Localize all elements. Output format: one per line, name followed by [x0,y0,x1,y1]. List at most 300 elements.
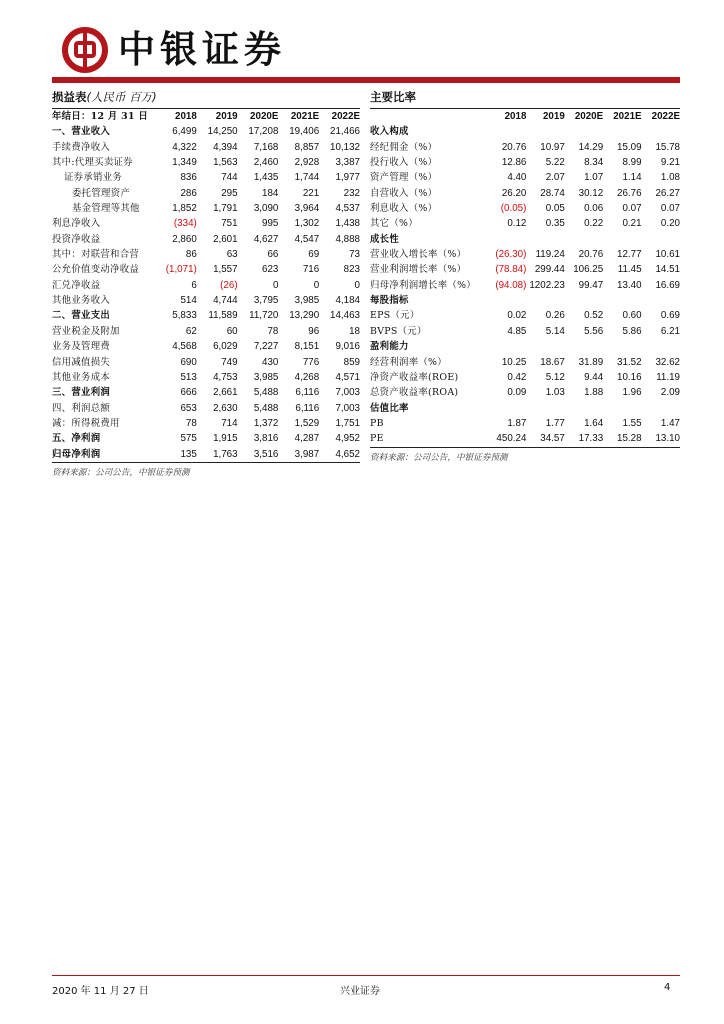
year-header: 2022E [331,111,360,122]
row-label: 四、利润总额 [52,402,111,414]
footer-company: 兴业证券 [340,986,380,997]
section-header-row [370,124,680,139]
cell-value: 4,627 [253,233,279,245]
key-ratios-title-row [370,86,680,109]
section-header-row [370,339,680,354]
cell-value: 1.96 [622,387,642,399]
cell-value: (26.30) [495,249,527,261]
table-row [52,216,360,231]
cell-value: 26.20 [501,187,527,199]
cell-value: 3,964 [294,203,320,215]
cell-value: 0.60 [622,310,642,322]
cell-value [526,293,564,308]
income-statement-title: 损益表 [52,90,87,104]
cell-value: 3,090 [253,203,279,215]
cell-value: 575 [180,433,197,445]
row-label: 经纪佣金（%） [370,141,438,153]
cell-value: 3,816 [253,433,279,445]
cell-value: 0.42 [507,371,527,383]
cell-value: 1.14 [622,172,642,184]
row-label: 业务及管理费 [52,341,111,353]
cell-value: 2.07 [545,172,565,184]
cell-value: 9.44 [584,371,604,383]
table-row [52,124,360,139]
cell-value: 31.89 [578,356,604,368]
row-label: 五、净利润 [52,433,101,445]
row-label: 净资产收益率(ROE) [370,371,459,383]
cell-value: 14,463 [330,310,360,322]
cell-value: 1,302 [294,218,320,230]
cell-value: 63 [226,249,238,261]
cell-value: 60 [226,325,238,337]
cell-value: 1.88 [584,387,604,399]
cell-value: 0.22 [584,218,604,230]
row-label: 归母净利润 [52,448,101,460]
cell-value: 10.97 [540,141,565,153]
row-label: EPS（元） [370,310,420,322]
table-row [52,201,360,216]
table-row [52,370,360,385]
cell-value: 1,751 [335,417,360,429]
cell-value: 20.76 [501,141,527,153]
header-label [370,109,488,124]
cell-value: 4,322 [172,141,197,153]
cell-value: 1.07 [584,172,604,184]
cell-value: 7,168 [253,141,279,153]
cell-value: 2,661 [213,387,238,399]
cell-value: 6,116 [295,402,320,414]
brand-name: 中银证券 [118,28,286,71]
cell-value: 0.52 [584,310,604,322]
cell-value: 13.40 [617,279,642,291]
cell-value [565,293,603,308]
cell-value: 450.24 [496,433,527,445]
cell-value: 17.33 [578,433,604,445]
cell-value: 5.22 [545,157,565,169]
cell-value: 20.76 [578,249,604,261]
cell-value: 106.25 [573,264,604,276]
header-divider [52,77,680,83]
row-label: 其中：对联营和合营 [52,249,140,261]
table-row [370,186,680,201]
footer-divider [52,975,680,976]
cell-value: 119.24 [535,249,565,261]
row-label: 营业利润增长率（%） [370,264,467,276]
row-label: 证券承销业务 [64,172,123,184]
cell-value: 4,571 [335,371,360,383]
cell-value: 1.55 [622,417,642,429]
row-label: 成长性 [370,233,400,245]
row-label: 利息收入（%） [370,203,438,215]
cell-value: 513 [180,371,197,383]
table-row [370,385,680,400]
cell-value: 31.52 [617,356,642,368]
table-header-row [370,109,680,124]
cell-value [642,401,680,416]
table-row [370,262,680,277]
cell-value: 28.74 [540,187,565,199]
cell-value: 8.99 [622,157,642,169]
table-row [52,293,360,308]
table-row [52,232,360,247]
cell-value: 5.12 [545,371,565,383]
cell-value: 514 [180,295,197,307]
cell-value: (26) [220,279,238,291]
table-row [52,339,360,354]
cell-value: 4,753 [213,371,238,383]
cell-value: 299.44 [534,264,565,276]
cell-value: 0.35 [545,218,565,230]
table-row [52,278,360,293]
table-row [52,140,360,155]
table-row [52,447,360,463]
row-label: PE [370,433,384,445]
table-row [52,401,360,416]
year-header: 2021E [613,111,642,122]
header-label: 年结日：12 月 31 日 [52,111,149,122]
cell-value: 0.12 [507,218,527,230]
year-header: 2020E [250,111,279,122]
cell-value: 0.21 [622,218,642,230]
row-label: PB [370,417,384,429]
cell-value: 9.21 [660,157,680,169]
cell-value: 430 [262,356,279,368]
cell-value: 3,795 [253,295,279,307]
row-label: 减：所得税费用 [52,417,120,429]
cell-value: 2,860 [172,233,197,245]
cell-value [565,232,603,247]
cell-value: 4,287 [294,433,320,445]
cell-value: 15.09 [617,141,642,153]
cell-value: 5.56 [584,325,604,337]
year-header: 2021E [290,111,320,122]
cell-value [488,401,526,416]
cell-value: 1.77 [545,417,565,429]
table-row [52,262,360,277]
row-label: 估值比率 [370,402,409,414]
row-label: 营业税金及附加 [52,325,120,337]
cell-value: 4,268 [294,371,320,383]
cell-value: 1.47 [660,417,680,429]
year-header: 2020E [574,111,604,122]
cell-value: 3,387 [335,157,360,169]
cell-value: 1,744 [294,172,320,184]
cell-value: 4,652 [335,448,360,460]
cell-value: 714 [221,417,238,429]
cell-value: 1,438 [335,218,360,230]
cell-value: 26.76 [617,187,642,199]
footer-date: 2020 年 11 月 27 日 [52,986,149,997]
row-label: 其它（%） [370,218,418,230]
row-label: 投资净收益 [52,233,101,245]
income-statement-unit: (人民币 百万) [86,90,157,104]
cell-value: 10,132 [330,141,360,153]
cell-value [642,124,680,139]
row-label: 盈利能力 [370,341,409,353]
row-label: 收入构成 [370,126,409,138]
cell-value: 6,116 [295,387,320,399]
row-label: 二、营业支出 [52,310,111,322]
table-row [370,355,680,370]
year-header: 2019 [215,111,238,122]
row-label: 一、营业收入 [52,126,111,138]
cell-value: 4.40 [507,172,527,184]
cell-value: 0.07 [622,203,642,215]
cell-value: 716 [302,264,320,276]
table-row [370,370,680,385]
cell-value: 12.86 [501,157,527,169]
cell-value: 1,372 [253,417,279,429]
cell-value [565,124,603,139]
cell-value: 13,290 [289,310,320,322]
row-label: 归母净利润增长率（%） [370,279,476,291]
cell-value: 0 [272,279,279,291]
cell-value: 2,601 [213,233,238,245]
cell-value: 78 [185,417,197,429]
row-label: 公允价值变动净收益 [52,264,140,276]
cell-value: 14,250 [207,126,238,138]
cell-value: 2.09 [660,387,680,399]
table-row [370,431,680,447]
cell-value [642,232,680,247]
row-label: 基金管理等其他 [72,203,140,215]
table-row [370,201,680,216]
cell-value: 232 [343,187,360,199]
cell-value [526,124,564,139]
table-row [370,324,680,339]
cell-value: 5,833 [172,310,197,322]
cell-value: 0.69 [660,310,680,322]
cell-value: 34.57 [540,433,565,445]
cell-value: 221 [302,187,320,199]
income-statement-panel [52,86,360,478]
row-label: 手续费净收入 [52,141,111,153]
cell-value: 7,003 [335,402,360,414]
bank-of-china-logo-icon [62,27,108,73]
cell-value [488,293,526,308]
cell-value [642,293,680,308]
cell-value: 1,557 [213,264,238,276]
cell-value: 2,630 [213,402,238,414]
cell-value: 653 [180,402,197,414]
cell-value: 4,184 [335,295,360,307]
cell-value: 0 [354,279,360,291]
cell-value: 99.47 [578,279,604,291]
cell-value [603,232,641,247]
cell-value: 14.51 [655,264,680,276]
page-number: 4 [664,982,671,993]
table-row [52,155,360,170]
row-label: 三、营业利润 [52,387,111,399]
year-header: 2019 [542,111,565,122]
row-label: 委托管理资产 [72,187,131,199]
year-header: 2018 [175,111,197,122]
income-statement-table [52,109,360,463]
key-ratios-panel [370,86,680,463]
table-row [52,355,360,370]
table-row [52,431,360,446]
cell-value: 4.85 [507,325,527,337]
cell-value [526,232,564,247]
cell-value [526,401,564,416]
row-label: 经营利润率（%） [370,356,447,368]
cell-value [488,339,526,354]
cell-value: 8,857 [294,141,320,153]
cell-value: 8.34 [584,157,604,169]
section-header-row [370,401,680,416]
cell-value: 1.87 [507,417,527,429]
cell-value: 286 [180,187,197,199]
cell-value: 1,563 [213,157,238,169]
cell-value: 1202.23 [529,279,565,291]
cell-value [565,339,603,354]
cell-value: 184 [262,187,279,199]
table-row [370,216,680,231]
cell-value: 17,208 [248,126,279,138]
cell-value: 69 [308,249,320,261]
cell-value: 4,952 [335,433,360,445]
cell-value: 0.26 [545,310,565,322]
cell-value: 1,349 [172,157,197,169]
cell-value: 66 [267,249,279,261]
cell-value: 5,488 [253,402,279,414]
cell-value [603,401,641,416]
cell-value: 623 [262,264,279,276]
income-statement-title-row [52,86,360,109]
cell-value: 1,977 [335,172,360,184]
cell-value: 10.25 [501,356,527,368]
table-row [370,155,680,170]
row-label: 信用减值损失 [52,356,111,368]
cell-value: 3,985 [253,371,279,383]
cell-value: 823 [343,264,360,276]
cell-value [488,232,526,247]
table-row [52,324,360,339]
row-label: 每股指标 [370,295,409,307]
cell-value [642,339,680,354]
cell-value [603,293,641,308]
row-label: 利息净收入 [52,218,101,230]
cell-value: 9,016 [335,341,360,353]
year-header: 2018 [504,111,527,122]
cell-value: 7,227 [253,341,279,353]
cell-value: 0 [313,279,320,291]
cell-value: 14.29 [578,141,604,153]
cell-value: 16.69 [655,279,680,291]
cell-value: 1,529 [294,417,320,429]
cell-value: 0.06 [584,203,604,215]
cell-value: 86 [185,249,197,261]
cell-value: 4,744 [213,295,238,307]
cell-value: 4,568 [172,341,197,353]
cell-value: (0.05) [500,203,527,215]
cell-value: 12.77 [617,249,642,261]
cell-value [565,401,603,416]
cell-value: (334) [173,218,197,230]
cell-value [603,124,641,139]
cell-value: 7,003 [335,387,360,399]
table-row [52,308,360,323]
cell-value: 4,547 [294,233,320,245]
table-row [52,186,360,201]
key-ratios-table [370,109,680,448]
section-header-row [370,232,680,247]
cell-value: 1,791 [213,203,238,215]
cell-value: 19,406 [289,126,320,138]
cell-value: 96 [308,325,320,337]
cell-value: (1,071) [165,264,197,276]
cell-value: 1.03 [545,387,565,399]
cell-value: 0.02 [507,310,527,322]
cell-value: 776 [302,356,320,368]
cell-value: 3,987 [294,448,320,460]
cell-value: 1.64 [584,417,604,429]
cell-value: 666 [180,387,197,399]
table-row [370,140,680,155]
row-label: 自营收入（%） [370,187,438,199]
cell-value [603,339,641,354]
cell-value: 8,151 [294,341,320,353]
cell-value: 11,589 [208,310,238,322]
cell-value: 4,888 [335,233,360,245]
table-row [370,308,680,323]
cell-value: 13.10 [655,433,680,445]
cell-value: 0.20 [660,218,680,230]
cell-value: 78 [267,325,279,337]
cell-value: 1,852 [172,203,197,215]
cell-value: 6.21 [660,325,680,337]
cell-value: 0.05 [545,203,565,215]
row-label: 营业收入增长率（%） [370,249,467,261]
table-row [370,170,680,185]
table-row [52,247,360,262]
income-statement-source: 资料来源：公司公告，中银证券预测 [52,467,190,478]
cell-value: 30.12 [578,187,604,199]
cell-value: 859 [343,356,360,368]
cell-value: 6,029 [213,341,238,353]
cell-value: 11,720 [249,310,279,322]
cell-value: 5.14 [545,325,565,337]
cell-value: 21,466 [330,126,360,138]
row-label: 资产管理（%） [370,172,438,184]
key-ratios-source: 资料来源：公司公告，中银证券预测 [370,452,508,463]
cell-value: (78.84) [495,264,527,276]
section-header-row [370,293,680,308]
cell-value: 995 [262,218,279,230]
cell-value [526,339,564,354]
cell-value: 751 [221,218,238,230]
cell-value: 1.08 [660,172,680,184]
cell-value: 5.86 [622,325,642,337]
cell-value: 3,516 [253,448,279,460]
cell-value: 11.45 [617,264,642,276]
table-row [370,416,680,431]
table-header-row [52,109,360,124]
key-ratios-title: 主要比率 [370,90,416,104]
table-row [52,170,360,185]
cell-value: 0.09 [507,387,527,399]
cell-value: 15.28 [617,433,642,445]
cell-value: 749 [221,356,238,368]
cell-value: 62 [185,325,197,337]
cell-value: 5,488 [253,387,279,399]
cell-value: 18 [349,325,360,337]
row-label: 其他业务收入 [52,295,111,307]
cell-value: 2,460 [253,157,279,169]
row-label: 总资产收益率(ROA) [370,387,459,399]
cell-value [488,124,526,139]
cell-value: 3,985 [294,295,320,307]
